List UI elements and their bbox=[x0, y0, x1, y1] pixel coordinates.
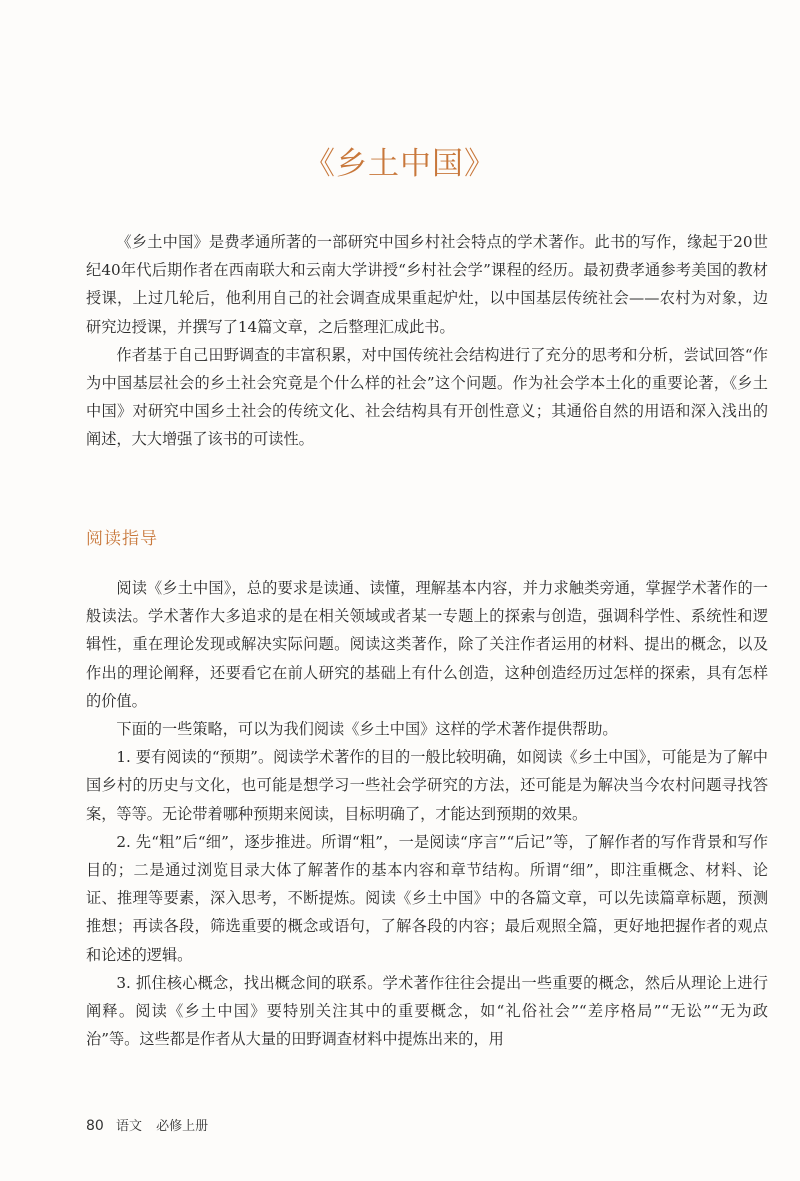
page-footer bbox=[86, 1115, 208, 1134]
reading-guide-section bbox=[86, 574, 768, 1053]
guide-paragraph: 2. 先“粗”后“细”，逐步推进。所谓“粗”，一是阅读“序言”“后记”等，了解作者的写作背景和写作目的；二是通过浏览目录大体了解著作的基本内容和章节结构。所谓“细”，即注重概念、材料、论证、推理等要素，深入思考，不断提炼。阅读《乡土中国》中的各篇文章，可以先读篇章标题，预测推想；再读各段，筛选重要的概念或语句，了解各段的内容；最后观照全篇，更好地把握作者的观点和论述的逻辑。 bbox=[86, 832, 768, 964]
guide-paragraph: 3. 抓住核心概念，找出概念间的联系。学术著作往往会提出一些重要的概念，然后从理论上进行阐释。阅读《乡土中国》要特别关注其中的重要概念，如“礼俗社会”“差序格局”“无讼”“无为政治”等。这些都是作者从大量的田野调查材料中提炼出来的，用 bbox=[86, 973, 768, 1049]
guide-paragraph: 下面的一些策略，可以为我们阅读《乡土中国》这样的学术著作提供帮助。 bbox=[116, 720, 618, 739]
footer-subject: 语文 bbox=[115, 1119, 142, 1134]
footer-volume: 必修上册 bbox=[156, 1119, 209, 1134]
guide-paragraph: 阅读《乡土中国》，总的要求是读通、读懂，理解基本内容，并力求触类旁通，掌握学术著作的一般读法。学术著作大多追求的是在相关领域或者某一专题上的探索与创造，强调科学性、系统性和逻辑性，重在理论发现或解决实际问题。阅读这类著作，除了关注作者运用的材料、提出的概念，以及作出的理论阐释，还要看它在前人研究的基础上有什么创造，这种创造经历过怎样的探索，具有怎样的价值。 bbox=[86, 579, 768, 710]
page-title: 《乡土中国》 bbox=[304, 146, 496, 182]
page-number: 80 bbox=[86, 1118, 104, 1134]
guide-paragraph: 1. 要有阅读的“预期”。阅读学术著作的目的一般比较明确，如阅读《乡土中国》，可能是为了解中国乡村的历史与文化，也可能是想学习一些社会学研究的方法，还可能是为解决当今农村问题寻找答案，等等。无论带着哪种预期来阅读，目标明确了，才能达到预期的效果。 bbox=[86, 748, 768, 823]
intro-paragraph: 《乡土中国》是费孝通所著的一部研究中国乡村社会特点的学术著作。此书的写作，缘起于20世纪40年代后期作者在西南联大和云南大学讲授“乡村社会学”课程的经历。最初费孝通参考美国的教材授课，上过几轮后，他利用自己的社会调查成果重起炉灶，以中国基层传统社会——农村为对象，边研究边授课，并撰写了14篇文章，之后整理汇成此书。 bbox=[86, 233, 768, 336]
intro-paragraph: 作者基于自己田野调查的丰富积累，对中国传统社会结构进行了充分的思考和分析，尝试回答“作为中国基层社会的乡土社会究竟是个什么样的社会”这个问题。作为社会学本土化的重要论著，《乡土中国》对研究中国乡土社会的传统文化、社会结构具有开创性意义；其通俗自然的用语和深入浅出的阐述，大大增强了该书的可读性。 bbox=[86, 345, 768, 449]
section-heading-reading-guide: 阅读指导 bbox=[86, 529, 158, 549]
intro-section bbox=[86, 228, 768, 454]
